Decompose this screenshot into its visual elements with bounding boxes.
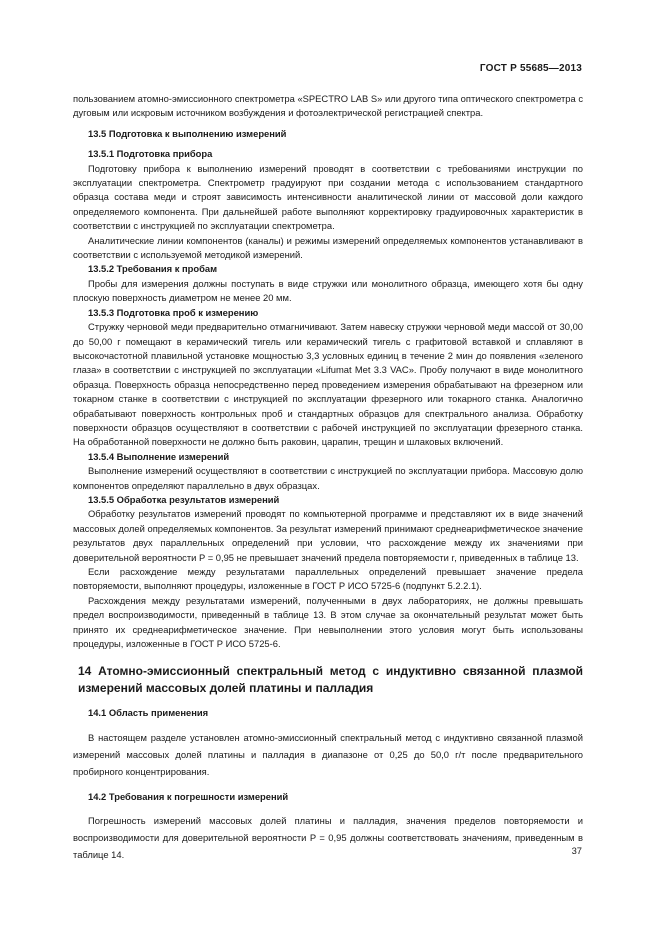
paragraph: Выполнение измерений осуществляют в соответствии с инструкцией по эксплуатации прибора. Массовую долю компонентов определяют параллельно в двух образцах. [73,465,583,491]
paragraph: Расхождения между результатами измерений, полученными в двух лабораториях, не должны превышать предел воспроизводимости, приведенный в таблице 13. В этом случае за окончательный результат может быть принято их среднеарифметическое значение. При невыполнении этого условия могут быть использованы процедуры, изложенные в ГОСТ Р ИСО 5725-6. [73,594,583,650]
paragraph: В настоящем разделе установлен атомно-эмиссионный спектральный метод с индуктивно связанной плазмой измерений массовых долей платины и палладия в диапазоне от 0,25 до 50,0 г/т после предварительного пробирного концентрирования. [73,731,583,777]
section-13-5-4-heading: 13.5.4 Выполнение измерений [88,450,230,462]
section-13-5-1-heading: 13.5.1 Подготовка прибора [88,148,213,160]
section-13-5-5-heading: 13.5.5 Обработка результатов измерений [88,493,280,505]
paragraph: Подготовку прибора к выполнению измерений проводят в соответствии с требованиями инструкции по эксплуатации спектрометра. Спектрометр градуируют при создании метода с использованием стандартного образца состава меди и строят зависимость интенсивности аналитической линии от массовой доли каждого определяемого компонента. При дальнейшей работе выполняют корректировку градуировочных характеристик в соответствии с инструкцией по эксплуатации спектрометра. [73,162,583,232]
paragraph: Пробы для измерения должны поступать в виде стружки или монолитного образца, имеющего хотя бы одну плоскую поверхность диаметром не менее 20 мм. [73,277,583,304]
section-14-1-heading: 14.1 Область применения [88,707,209,719]
page-number: 37 [571,845,582,856]
section-13-5-3-heading: 13.5.3 Подготовка проб к измерению [88,306,259,318]
paragraph: Если расхождение между результатами параллельных определений превышает значение предела повторяемости, выполняют процедуры, изложенные в ГОСТ Р ИСО 5725-6 (подпункт 5.2.2.1). [73,566,583,592]
document-body [73,92,583,863]
paragraph: Аналитические линии компонентов (каналы) и режимы измерений определяемых компонентов устанавливают в соответствии с используемой методикой измерений. [73,234,583,261]
paragraph: Обработку результатов измерений проводят по компьютерной программе и представляют их в виде значений массовых долей определяемых компонентов. За результат измерений принимают среднеарифметическое значение результатов двух параллельных определений при условии, что расхождение между их значениями при доверительной вероятности P = 0,95 не превышает значений предела повторяемости r, приведенных в таблице 13. [73,508,583,563]
intro-paragraph: пользованием атомно-эмиссионного спектрометра «SPECTRO LAB S» или другого типа оптического спектрометра с дуговым или искровым источником возбуждения и фотоэлектрической регистрацией спектра. [73,93,584,119]
section-13-5-2-heading: 13.5.2 Требования к пробам [88,263,218,275]
section-14-heading: 14 Атомно-эмиссионный спектральный метод с индуктивно связанной плазмой измерений массовых долей платины и палладия [78,664,583,695]
section-14-2-heading: 14.2 Требования к погрешности измерений [88,790,289,802]
standard-number: ГОСТ Р 55685—2013 [479,63,582,74]
section-13-5-heading: 13.5 Подготовка к выполнению измерений [88,127,287,139]
paragraph: Стружку черновой меди предварительно отмагничивают. Затем навеску стружки черновой меди массой от 30,00 до 50,00 г помещают в керамический тигель или керамический тигель с графитовой вставкой и сплавляют в высокочастотной плавильной установке мощностью 3,3 условных единиц в течение 2 мин до появления «зеленого глаза» в соответствии с инструкцией по эксплуатации «Lifumat Met 3.3 VAC». Пробу получают в виде монолитного образца. Поверхность образца непосредственно перед проведением измерения обрабатывают на фрезерном или токарном станке в соответствии с инструкцией по эксплуатации фрезерного или токарного станка. Аналогично обрабатывают поверхность контрольных проб и стандартных образцов для спектрального анализа. Обработку поверхности образцов осуществляют в соответствии с рабочей инструкцией по эксплуатации фрезерного станка. На обработанной поверхности не должно быть раковин, царапин, трещин и шлаковых включений. [73,321,583,448]
paragraph: Погрешность измерений массовых долей платины и палладия, значения пределов повторяемости и воспроизводимости для доверительной вероятности P = 0,95 должны соответствовать значениям, приведенным в таблице 14. [73,815,583,861]
